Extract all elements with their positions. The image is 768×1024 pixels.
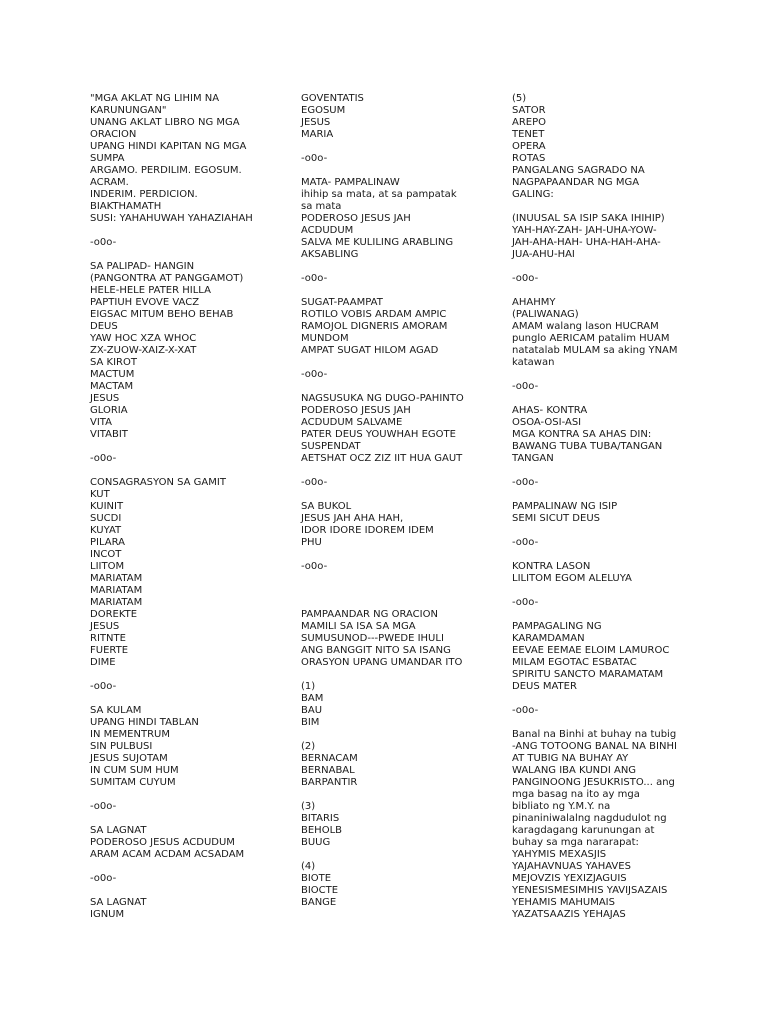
text-line: SA BUKOL <box>301 501 352 512</box>
text-line: ORASYON UPANG UMANDAR ITO <box>301 657 463 668</box>
blank-line <box>90 789 288 801</box>
text-line: UPANG HINDI TABLAN <box>90 717 199 728</box>
blank-line <box>301 381 499 393</box>
text-line: AMPAT SUGAT HILOM AGAD <box>301 345 439 356</box>
text-line: VITA <box>90 417 112 428</box>
text-line: JESUS SUJOTAM <box>90 753 168 764</box>
blank-line <box>512 585 710 597</box>
text-line: BIAKTHAMATH <box>90 201 162 212</box>
text-line: YEHAMIS MAHUMAIS <box>512 897 615 908</box>
blank-line <box>512 549 710 561</box>
text-line: Banal na Binhi at buhay na tubig <box>512 729 677 740</box>
text-line: ARGAMO. PERDILIM. EGOSUM. <box>90 165 242 176</box>
text-line: (4) <box>301 861 316 872</box>
text-line: AETSHAT OCZ ZIZ IIT HUA GAUT <box>301 453 463 464</box>
text-column-1 <box>90 93 288 921</box>
text-line: BUUG <box>301 837 331 848</box>
text-line: YAHYMIS MEXASJIS <box>512 849 607 860</box>
text-line: FUERTE <box>90 645 129 656</box>
text-line: katawan <box>512 357 555 368</box>
text-line: DOREKTE <box>90 609 138 620</box>
text-line: (5) <box>512 93 527 104</box>
text-line: DEUS MATER <box>512 681 577 692</box>
text-line: ACDUDUM <box>301 225 354 236</box>
text-line: PANGINOONG JESUKRISTO... ang <box>512 777 675 788</box>
text-line: IDOR IDORE IDOREM IDEM <box>301 525 434 536</box>
text-line: -ANG TOTOONG BANAL NA BINHI <box>512 741 677 752</box>
blank-line <box>90 669 288 681</box>
blank-line <box>90 813 288 825</box>
text-line: SUSPENDAT <box>301 441 361 452</box>
text-line: BIOCTE <box>301 885 339 896</box>
blank-line <box>512 609 710 621</box>
section-divider: -o0o- <box>90 681 117 692</box>
text-line: BERNABAL <box>301 765 355 776</box>
blank-line <box>512 717 710 729</box>
text-line: BAWANG TUBA TUBA/TANGAN <box>512 441 663 452</box>
text-line: MUNDOM <box>301 333 349 344</box>
section-divider: -o0o- <box>90 801 117 812</box>
text-line: LIITOM <box>90 561 125 572</box>
text-line: (2) <box>301 741 316 752</box>
text-line: MARIATAM <box>90 585 143 596</box>
text-line: PAMPAGALING NG <box>512 621 602 632</box>
text-line: YAJAHAVNUAS YAHAVES <box>512 861 631 872</box>
text-line: AREPO <box>512 117 547 128</box>
text-line: PODEROSO JESUS JAH <box>301 213 411 224</box>
blank-line <box>90 885 288 897</box>
section-divider: -o0o- <box>512 273 539 284</box>
text-line: PODEROSO JESUS ACDUDUM <box>90 837 235 848</box>
text-line: RITNTE <box>90 633 126 644</box>
blank-line <box>90 225 288 237</box>
section-divider: -o0o- <box>90 873 117 884</box>
blank-line <box>512 261 710 273</box>
text-line: sa mata <box>301 201 342 212</box>
text-line: GALING: <box>512 189 554 200</box>
blank-line <box>301 357 499 369</box>
text-line: JESUS JAH AHA HAH, <box>301 513 404 524</box>
blank-line <box>301 849 499 861</box>
text-line: karagdagang karunungan at <box>512 825 655 836</box>
text-line: YAW HOC XZA WHOC <box>90 333 197 344</box>
text-line: OSOA-OSI-ASI <box>512 417 582 428</box>
text-column-2 <box>301 93 499 909</box>
text-line: PANGALANG SAGRADO NA <box>512 165 645 176</box>
text-line: YAH-HAY-ZAH- JAH-UHA-YOW- <box>512 225 657 236</box>
blank-line <box>512 525 710 537</box>
text-line: SPIRITU SANCTO MARAMATAM <box>512 669 664 680</box>
text-line: ANG BANGGIT NITO SA ISANG <box>301 645 451 656</box>
text-line: KARUNUNGAN" <box>90 105 167 116</box>
text-line: SUSI: YAHAHUWAH YAHAZIAHAH <box>90 213 253 224</box>
text-line: natatalab MULAM sa aking YNAM <box>512 345 678 356</box>
text-line: IGNUM <box>90 909 125 920</box>
text-line: AKSABLING <box>301 249 359 260</box>
text-line: BIM <box>301 717 320 728</box>
section-divider: -o0o- <box>512 477 539 488</box>
text-line: SUMPA <box>90 153 125 164</box>
text-line: BIOTE <box>301 873 332 884</box>
text-line: LILITOM EGOM ALELUYA <box>512 573 632 584</box>
text-line: ihihip sa mata, at sa pampatak <box>301 189 457 200</box>
text-line: SATOR <box>512 105 546 116</box>
text-line: JUA-AHU-HAI <box>512 249 575 260</box>
text-line: SA PALIPAD- HANGIN <box>90 261 195 272</box>
text-line: RAMOJOL DIGNERIS AMORAM <box>301 321 448 332</box>
text-line: EEVAE EEMAE ELOIM LAMUROC <box>512 645 670 656</box>
text-line: GLORIA <box>90 405 128 416</box>
blank-line <box>301 669 499 681</box>
section-divider: -o0o- <box>90 237 117 248</box>
text-line: SA KIROT <box>90 357 137 368</box>
text-line: ACRAM. <box>90 177 129 188</box>
text-line: punglo AERICAM patalim HUAM <box>512 333 670 344</box>
section-divider: -o0o- <box>512 705 539 716</box>
text-line: ZX-ZUOW-XAIZ-X-XAT <box>90 345 197 356</box>
blank-line <box>301 585 499 597</box>
text-line: MILAM EGOTAC ESBATAC <box>512 657 637 668</box>
text-line: (3) <box>301 801 316 812</box>
blank-line <box>90 465 288 477</box>
text-line: BITARIS <box>301 813 340 824</box>
text-line: MAMILI SA ISA SA MGA <box>301 621 416 632</box>
blank-line <box>512 369 710 381</box>
blank-line <box>301 597 499 609</box>
text-line: SUMITAM CUYUM <box>90 777 176 788</box>
text-line: buhay sa mga nararapat: <box>512 837 639 848</box>
section-divider: -o0o- <box>90 453 117 464</box>
text-line: EGOSUM <box>301 105 346 116</box>
text-line: HELE-HELE PATER HILLA <box>90 285 211 296</box>
section-divider: -o0o- <box>301 477 328 488</box>
text-line: SUCDI <box>90 513 122 524</box>
text-line: DIME <box>90 657 116 668</box>
text-line: MARIATAM <box>90 597 143 608</box>
text-line: (INUUSAL SA ISIP SAKA IHIHIP) <box>512 213 665 224</box>
text-line: (PALIWANAG) <box>512 309 579 320</box>
section-divider: -o0o- <box>512 381 539 392</box>
text-line: JAH-AHA-HAH- UHA-HAH-AHA- <box>512 237 661 248</box>
text-line: ORACION <box>90 129 137 140</box>
text-line: PATER DEUS YOUWHAH EGOTE <box>301 429 456 440</box>
blank-line <box>301 165 499 177</box>
text-line: MACTAM <box>90 381 134 392</box>
blank-line <box>90 441 288 453</box>
text-line: SA KULAM <box>90 705 142 716</box>
text-line: SUMUSUNOD---PWEDE IHULI <box>301 633 444 644</box>
text-line: SALVA ME KULILING ARABLING <box>301 237 454 248</box>
text-line: JESUS <box>90 393 120 404</box>
section-divider: -o0o- <box>301 369 328 380</box>
text-line: EIGSAC MITUM BEHO BEHAB <box>90 309 234 320</box>
text-line: KONTRA LASON <box>512 561 591 572</box>
text-line: ACDUDUM SALVAME <box>301 417 403 428</box>
text-line: SA LAGNAT <box>90 897 147 908</box>
section-divider: -o0o- <box>301 273 328 284</box>
text-line: "MGA AKLAT NG LIHIM NA <box>90 93 220 104</box>
text-line: UPANG HINDI KAPITAN NG MGA <box>90 141 247 152</box>
text-line: ARAM ACAM ACDAM ACSADAM <box>90 849 245 860</box>
blank-line <box>301 489 499 501</box>
blank-line <box>301 789 499 801</box>
text-line: IN CUM SUM HUM <box>90 765 179 776</box>
text-line: VITABIT <box>90 429 128 440</box>
text-line: MARIATAM <box>90 573 143 584</box>
text-line: INCOT <box>90 549 122 560</box>
text-line: SEMI SICUT DEUS <box>512 513 600 524</box>
text-line: PAMPALINAW NG ISIP <box>512 501 618 512</box>
text-line: MACTUM <box>90 369 135 380</box>
blank-line <box>512 693 710 705</box>
text-line: KARAMDAMAN <box>512 633 585 644</box>
text-line: AHAS- KONTRA <box>512 405 588 416</box>
text-line: BARPANTIR <box>301 777 358 788</box>
text-line: KUT <box>90 489 110 500</box>
text-line: IN MEMENTRUM <box>90 729 170 740</box>
text-line: MATA- PAMPALINAW <box>301 177 400 188</box>
text-line: SIN PULBUSI <box>90 741 153 752</box>
text-line: NAGPAPAANDAR NG MGA <box>512 177 640 188</box>
text-line: (1) <box>301 681 316 692</box>
text-line: AMAM walang lason HUCRAM <box>512 321 659 332</box>
text-line: pinaniniwalalng nagdudulot ng <box>512 813 667 824</box>
text-line: mga basag na ito ay mga <box>512 789 640 800</box>
text-line: PHU <box>301 537 322 548</box>
text-line: BANGE <box>301 897 337 908</box>
text-line: AHAHMY <box>512 297 556 308</box>
text-line: JESUS <box>301 117 331 128</box>
text-line: BERNACAM <box>301 753 358 764</box>
blank-line <box>301 261 499 273</box>
text-line: CONSAGRASYON SA GAMIT <box>90 477 226 488</box>
text-column-3 <box>512 93 710 921</box>
text-line: TANGAN <box>512 453 554 464</box>
blank-line <box>90 861 288 873</box>
blank-line <box>301 141 499 153</box>
blank-line <box>512 465 710 477</box>
text-line: PODEROSO JESUS JAH <box>301 405 411 416</box>
blank-line <box>301 729 499 741</box>
text-line: MARIA <box>301 129 334 140</box>
text-line: KUINIT <box>90 501 124 512</box>
blank-line <box>512 489 710 501</box>
text-line: WALANG IBA KUNDI ANG <box>512 765 637 776</box>
text-line: AT TUBIG NA BUHAY AY <box>512 753 629 764</box>
text-line: JESUS <box>90 621 120 632</box>
text-line: ROTILO VOBIS ARDAM AMPIC <box>301 309 447 320</box>
section-divider: -o0o- <box>512 597 539 608</box>
section-divider: -o0o- <box>512 537 539 548</box>
blank-line <box>90 249 288 261</box>
blank-line <box>512 285 710 297</box>
text-line: SUGAT-PAAMPAT <box>301 297 383 308</box>
blank-line <box>301 549 499 561</box>
text-line: GOVENTATIS <box>301 93 364 104</box>
text-line: BAU <box>301 705 323 716</box>
blank-line <box>512 393 710 405</box>
blank-line <box>301 285 499 297</box>
section-divider: -o0o- <box>301 153 328 164</box>
text-line: BEHOLB <box>301 825 343 836</box>
text-line: PAPTIUH EVOVE VACZ <box>90 297 200 308</box>
text-line: MEJOVZIS YEXIZJAGUIS <box>512 873 627 884</box>
text-line: SA LAGNAT <box>90 825 147 836</box>
text-line: BAM <box>301 693 324 704</box>
text-line: YENESISMESIMHIS YAVIJSAZAIS <box>512 885 668 896</box>
text-line: PAMPAANDAR NG ORACION <box>301 609 438 620</box>
text-line: NAGSUSUKA NG DUGO-PAHINTO <box>301 393 464 404</box>
text-line: UNANG AKLAT LIBRO NG MGA <box>90 117 240 128</box>
text-line: DEUS <box>90 321 118 332</box>
blank-line <box>301 465 499 477</box>
blank-line <box>512 201 710 213</box>
text-line: (PANGONTRA AT PANGGAMOT) <box>90 273 244 284</box>
text-line: MGA KONTRA SA AHAS DIN: <box>512 429 652 440</box>
blank-line <box>301 573 499 585</box>
section-divider: -o0o- <box>301 561 328 572</box>
text-line: bibliato ng Y.M.Y. na <box>512 801 611 812</box>
text-line: OPERA <box>512 141 546 152</box>
text-line: TENET <box>512 129 545 140</box>
text-line: KUYAT <box>90 525 122 536</box>
text-line: PILARA <box>90 537 126 548</box>
text-line: INDERIM. PERDICION. <box>90 189 198 200</box>
text-line: ROTAS <box>512 153 546 164</box>
blank-line <box>90 693 288 705</box>
text-line: YAZATSAAZIS YEHAJAS <box>512 909 626 920</box>
